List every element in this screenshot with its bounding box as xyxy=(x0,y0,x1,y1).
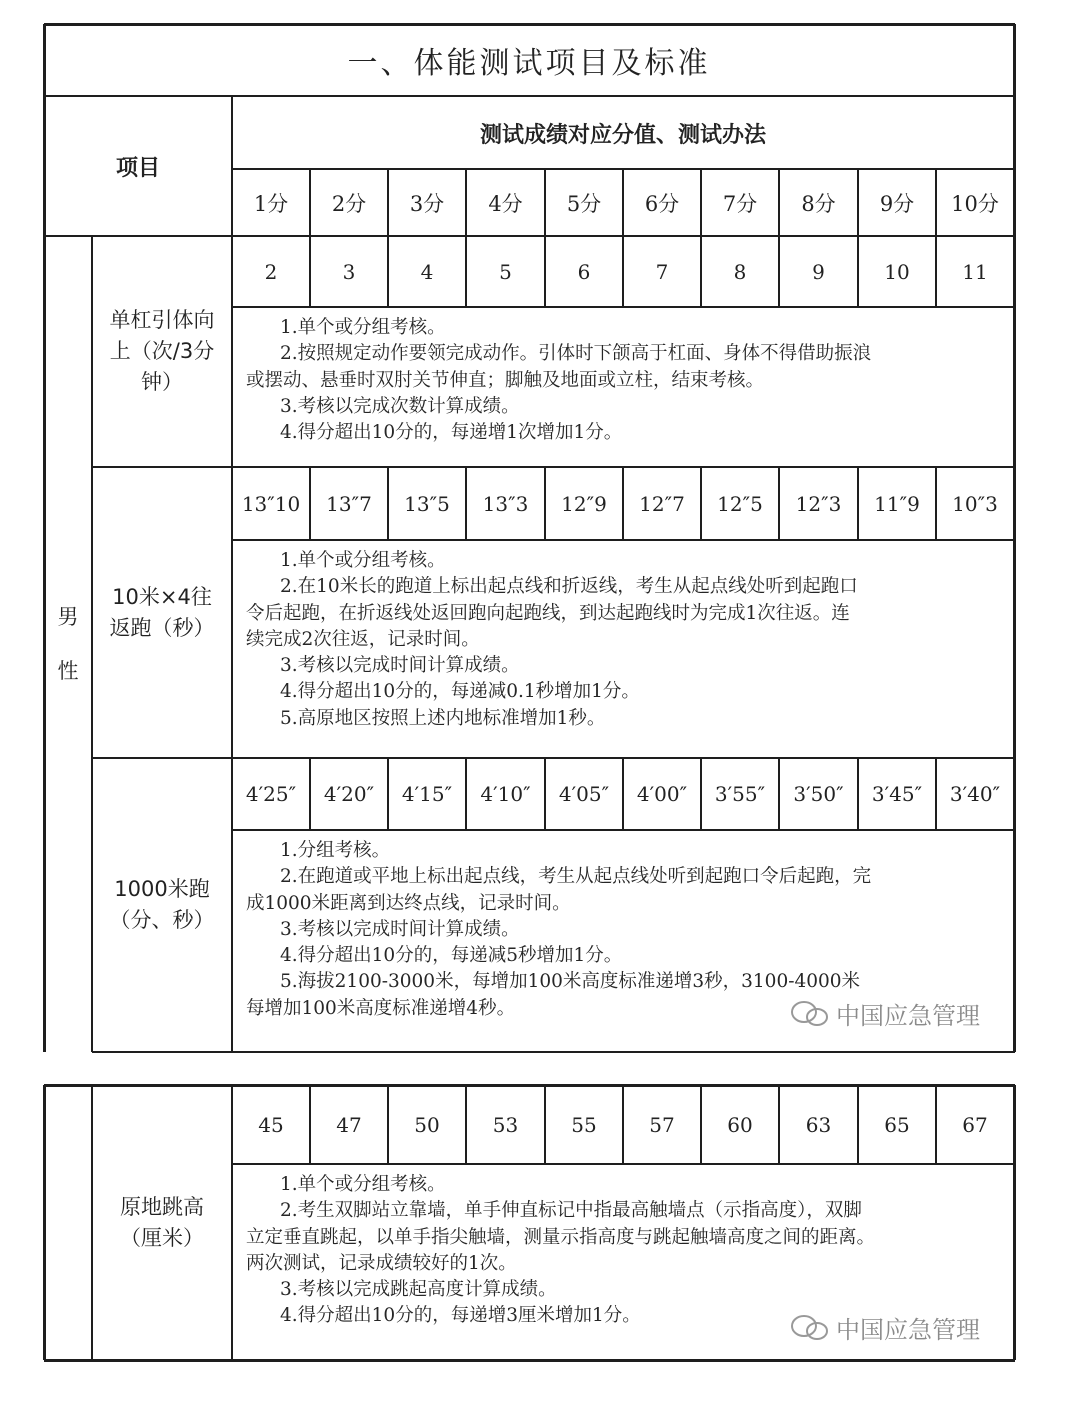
score-value-cell: 4′25″ xyxy=(245,782,297,806)
score-value-cell: 7 xyxy=(655,259,669,284)
description-line: 1.单个或分组考核。 xyxy=(280,550,446,571)
score-value-cell: 13″5 xyxy=(404,491,450,516)
description-line: 两次测试，记录成绩较好的1次。 xyxy=(246,1252,517,1274)
score-value-cell: 13″7 xyxy=(326,491,372,516)
score-header-cell: 2分 xyxy=(331,191,367,216)
score-value-cell: 3′50″ xyxy=(793,782,844,806)
description-line: 2.在10米长的跑道上标出起点线和折返线，考生从起点线处听到起跑口 xyxy=(280,576,858,598)
score-value-cell: 5 xyxy=(499,259,512,284)
item-name-line: 原地跳高 xyxy=(120,1194,204,1219)
score-value-cell: 12″7 xyxy=(639,491,685,516)
item-name xyxy=(92,1085,232,1360)
gender-label xyxy=(44,236,92,1052)
description-line: 5.海拔2100-3000米，每增加100米高度标准递增3秒，3100-4000米 xyxy=(280,971,861,993)
score-value-cell: 57 xyxy=(649,1112,675,1137)
watermark-text: 中国应急管理 xyxy=(836,1316,980,1344)
score-value-cell: 45 xyxy=(258,1112,284,1137)
score-value-cell: 47 xyxy=(336,1112,362,1137)
description-line: 2.考生双脚站立靠墙，单手伸直标记中指最高触墙点（示指高度），双脚 xyxy=(280,1200,862,1222)
item-name xyxy=(92,758,232,1052)
item-name-line: 返跑（秒） xyxy=(109,615,215,640)
header-method-label: 测试成绩对应分值、测试办法 xyxy=(479,122,766,148)
description-line: 令后起跑，在折返线处返回跑向起跑线，到达起跑线时为完成1次往返。连 xyxy=(246,602,850,624)
score-header-cell: 5分 xyxy=(566,191,602,216)
item-name-line: 单杠引体向 xyxy=(109,308,215,332)
description-line: 2.按照规定动作要领完成动作。引体时下颌高于杠面、身体不得借助振浪 xyxy=(280,343,872,365)
description-line: 3.考核以完成次数计算成绩。 xyxy=(280,395,520,417)
wechat-icon xyxy=(790,999,830,1029)
description-line: 1.分组考核。 xyxy=(280,840,391,861)
score-header-cell: 10分 xyxy=(951,191,999,216)
item-name xyxy=(92,236,232,467)
description-line: 立定垂直跳起，以单手指尖触墙，测量示指高度与跳起触墙高度之间的距离。 xyxy=(246,1226,876,1248)
score-value-cell: 11″9 xyxy=(874,491,920,516)
score-header-cell: 1分 xyxy=(253,191,289,216)
description-line: 3.考核以完成时间计算成绩。 xyxy=(280,655,520,677)
description-line: 4.得分超出10分的，每递减5秒增加1分。 xyxy=(280,945,623,967)
score-value-cell: 3 xyxy=(342,259,356,284)
score-value-cell: 12″3 xyxy=(795,491,842,516)
score-value-cell: 65 xyxy=(884,1112,910,1137)
description-line: 4.得分超出10分的，每递减0.1秒增加1分。 xyxy=(280,681,640,703)
score-value-cell: 6 xyxy=(577,259,591,284)
gender-char-2: 性 xyxy=(57,659,79,683)
score-value-cell: 13″3 xyxy=(482,491,529,516)
page-title: 一、体能测试项目及标准 xyxy=(347,46,711,81)
score-value-cell: 3′40″ xyxy=(949,782,1001,806)
wechat-icon xyxy=(790,1313,830,1343)
description-line: 3.考核以完成跳起高度计算成绩。 xyxy=(280,1279,557,1301)
score-value-cell: 10″3 xyxy=(952,491,998,516)
score-header-cell: 7分 xyxy=(722,191,758,216)
score-header-cell: 9分 xyxy=(879,191,915,216)
score-value-cell: 2 xyxy=(264,259,278,284)
score-value-cell: 10 xyxy=(884,259,910,284)
score-value-cell: 50 xyxy=(414,1112,440,1137)
description-line: 5.高原地区按照上述内地标准增加1秒。 xyxy=(280,707,606,729)
description-line: 续完成2次往返，记录时间。 xyxy=(246,628,480,650)
score-value-cell: 4′15″ xyxy=(401,782,453,806)
score-value-cell: 3′55″ xyxy=(714,782,766,806)
item-name-line: （分、秒） xyxy=(109,908,215,932)
score-header-cell: 6分 xyxy=(644,191,680,216)
description-line: 4.得分超出10分的，每递增3厘米增加1分。 xyxy=(280,1305,641,1327)
item-name-line: （厘米） xyxy=(120,1225,204,1250)
score-value-cell: 12″5 xyxy=(717,491,763,516)
score-value-cell: 4′10″ xyxy=(480,782,531,806)
score-value-cell: 4′05″ xyxy=(558,782,610,806)
description-line: 成1000米距离到达终点线，记录时间。 xyxy=(246,892,571,914)
score-value-cell: 12″9 xyxy=(561,491,607,516)
grid-line-v xyxy=(43,1085,46,1360)
score-value-cell: 11 xyxy=(962,259,988,284)
score-header-cell: 3分 xyxy=(409,191,445,216)
score-value-cell: 8 xyxy=(733,259,747,284)
item-name-line: 钟） xyxy=(141,370,183,394)
score-value-cell: 67 xyxy=(962,1112,988,1137)
description-line: 3.考核以完成时间计算成绩。 xyxy=(280,918,520,940)
score-value-cell: 60 xyxy=(727,1112,753,1137)
description-line: 或摆动、悬垂时双肘关节伸直；脚触及地面或立柱，结束考核。 xyxy=(246,369,765,391)
header-item-label: 项目 xyxy=(115,155,160,181)
item-name-line: 1000米跑 xyxy=(114,877,210,901)
test-method-description xyxy=(236,540,1012,758)
test-method-description xyxy=(236,307,1012,467)
score-value-cell: 3′45″ xyxy=(871,782,923,806)
score-value-cell: 4′20″ xyxy=(323,782,375,806)
description-line: 每增加100米高度标准递增4秒。 xyxy=(246,997,516,1019)
score-value-cell: 4′00″ xyxy=(636,782,688,806)
description-line: 2.在跑道或平地上标出起点线，考生从起点线处听到起跑口令后起跑，完 xyxy=(280,866,872,888)
watermark-text: 中国应急管理 xyxy=(836,1002,980,1030)
item-name-line: 上（次/3分 xyxy=(109,339,215,363)
score-value-cell: 13″10 xyxy=(241,491,301,516)
score-value-cell: 55 xyxy=(571,1112,597,1137)
score-value-cell: 9 xyxy=(812,259,825,284)
description-line: 4.得分超出10分的，每递增1次增加1分。 xyxy=(280,422,623,444)
item-name xyxy=(92,467,232,758)
watermark xyxy=(790,1310,980,1345)
score-header-cell: 8分 xyxy=(801,191,836,216)
gender-char-1: 男 xyxy=(57,605,79,629)
score-value-cell: 4 xyxy=(420,259,434,284)
score-header-cell: 4分 xyxy=(488,191,523,216)
watermark xyxy=(790,996,980,1031)
description-line: 1.单个或分组考核。 xyxy=(280,317,446,338)
score-value-cell: 53 xyxy=(492,1112,519,1137)
description-line: 1.单个或分组考核。 xyxy=(280,1174,446,1195)
item-name-line: 10米×4往 xyxy=(112,584,212,609)
score-value-cell: 63 xyxy=(805,1112,832,1137)
